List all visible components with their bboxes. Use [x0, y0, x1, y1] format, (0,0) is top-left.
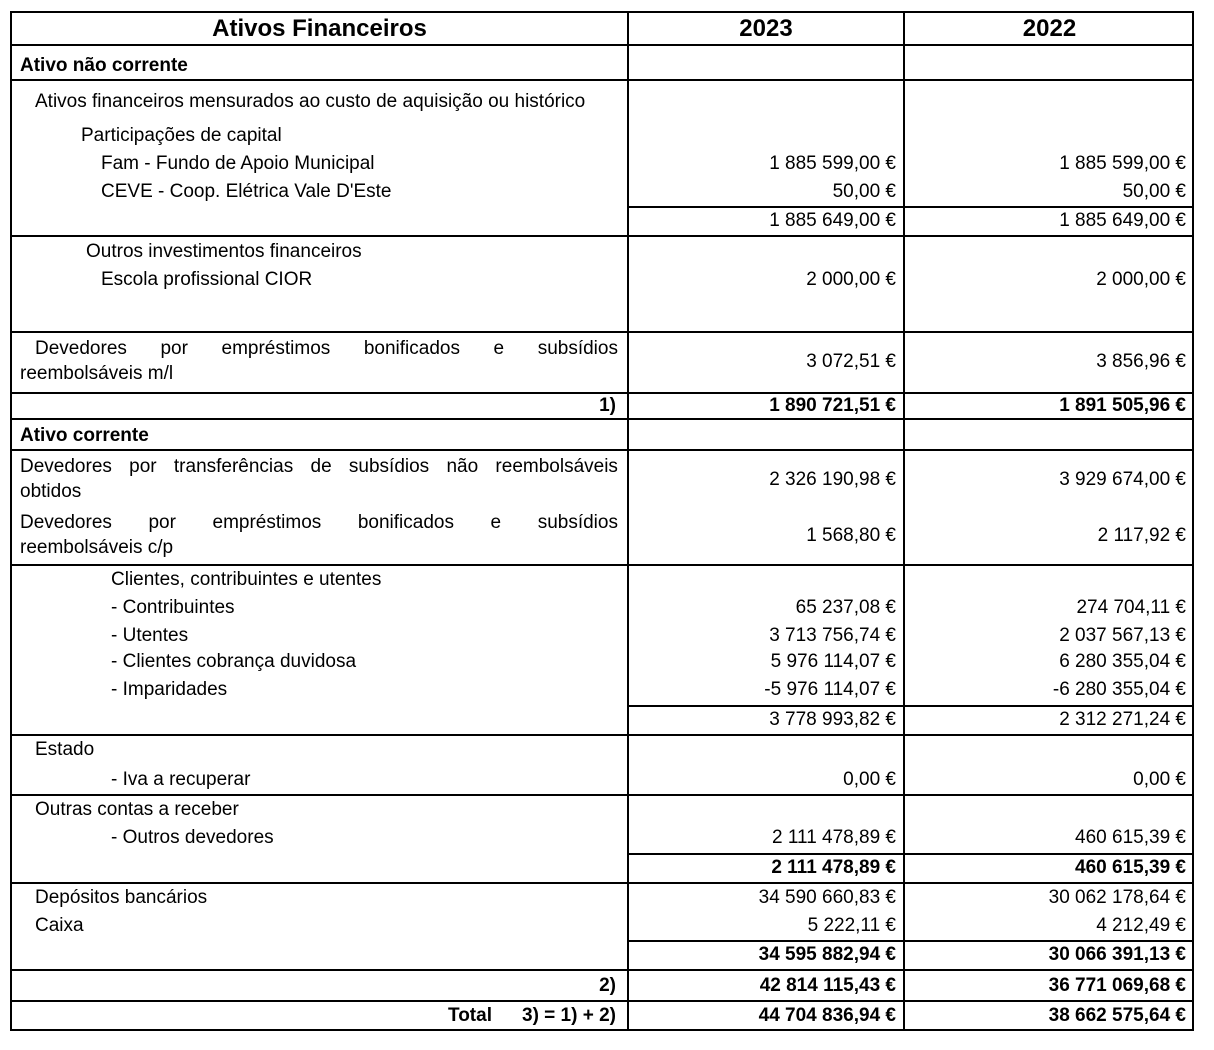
grand-total-2022: 38 662 575,64 € [1048, 1005, 1186, 1026]
value-2022: 6 280 355,04 € [1059, 651, 1186, 672]
row-divider [12, 564, 1192, 566]
section-title-non-current: Ativo não corrente [20, 55, 188, 76]
grand-total-2023: 44 704 836,94 € [758, 1005, 896, 1026]
row-divider [12, 418, 1192, 420]
table-title: Ativos Financeiros [212, 15, 427, 42]
value-2022: 460 615,39 € [1075, 827, 1186, 848]
value-2022: 0,00 € [1133, 769, 1186, 790]
financial-assets-table [10, 11, 1194, 1031]
row-label: Escola profissional CIOR [101, 269, 313, 290]
subtotal-2022: 1 885 649,00 € [1059, 210, 1186, 231]
row-label: - Clientes cobrança duvidosa [111, 651, 357, 672]
row-divider [12, 794, 1192, 796]
row-label-justified: Devedores por transferências de subsídios não reembolsáveis [20, 456, 618, 477]
column-divider-2022 [903, 13, 905, 1029]
value-2022: 1 885 599,00 € [1059, 153, 1186, 174]
row-divider [12, 449, 1192, 451]
value-2022: 3 929 674,00 € [1059, 469, 1186, 490]
value-2023: 3 072,51 € [806, 351, 896, 372]
subtotal-2023: 34 595 882,94 € [758, 944, 896, 965]
subtotal-line [627, 940, 1192, 942]
row-divider [12, 79, 1192, 81]
row-label: Fam - Fundo de Apoio Municipal [101, 153, 375, 174]
column-header-2023: 2023 [739, 15, 793, 42]
row-label: Outras contas a receber [35, 799, 239, 820]
value-2023: 1 568,80 € [806, 525, 896, 546]
value-2023: 5 976 114,07 € [770, 651, 896, 672]
value-2023: 65 237,08 € [795, 597, 896, 618]
subtotal-line [627, 206, 1192, 208]
value-2022: 2 000,00 € [1096, 269, 1186, 290]
value-2022: 30 062 178,64 € [1048, 887, 1186, 908]
row-divider [12, 235, 1192, 237]
value-2022: 2 037 567,13 € [1059, 625, 1186, 646]
row-label: reembolsáveis c/p [20, 537, 174, 558]
total-2023: 42 814 115,43 € [759, 975, 896, 996]
row-label: obtidos [20, 481, 82, 502]
column-divider-2023 [627, 13, 629, 1029]
value-2023: 2 111 478,89 € [772, 827, 896, 848]
subtotal-2023: 1 885 649,00 € [769, 210, 896, 231]
row-divider [12, 734, 1192, 736]
row-label: Caixa [35, 915, 84, 936]
value-2023: -5 976 114,07 € [764, 679, 896, 700]
row-label: - Iva a recuperar [111, 769, 251, 790]
value-2023: 0,00 € [843, 769, 896, 790]
subtotal-line [627, 705, 1192, 707]
subtotal-2022: 30 066 391,13 € [1048, 944, 1186, 965]
value-2023: 2 000,00 € [806, 269, 896, 290]
grand-total-label: Total [448, 1005, 492, 1026]
row-label: - Utentes [111, 625, 189, 646]
subtotal-2023: 2 111 478,89 € [771, 857, 896, 878]
row-label-justified: Devedores por empréstimos bonificados e subsídios [35, 338, 618, 359]
row-label: Depósitos bancários [35, 887, 208, 908]
row-label: CEVE - Coop. Elétrica Vale D'Este [101, 181, 392, 202]
value-2023: 5 222,11 € [807, 915, 896, 936]
value-2022: 50,00 € [1122, 181, 1186, 202]
value-2023: 2 326 190,98 € [769, 469, 896, 490]
subtotal-2022: 460 615,39 € [1075, 857, 1186, 878]
column-header-2022: 2022 [1022, 15, 1077, 42]
row-label: - Imparidades [111, 679, 228, 700]
row-label: Estado [35, 739, 95, 760]
row-divider [12, 44, 1192, 46]
row-label: Participações de capital [81, 125, 282, 146]
row-label: - Outros devedores [111, 827, 274, 848]
value-2023: 1 885 599,00 € [769, 153, 896, 174]
row-label: Outros investimentos financeiros [86, 241, 362, 262]
value-2022: 3 856,96 € [1096, 351, 1186, 372]
row-divider [12, 969, 1192, 971]
section-title-current: Ativo corrente [20, 425, 149, 446]
row-label: Ativos financeiros mensurados ao custo de aquisição ou histórico [35, 91, 586, 112]
subtotal-2022: 2 312 271,24 € [1059, 709, 1186, 730]
total-2022: 1 891 505,96 € [1059, 395, 1186, 416]
value-2023: 3 713 756,74 € [769, 625, 896, 646]
subtotal-line [627, 853, 1192, 855]
value-2023: 50,00 € [832, 181, 896, 202]
row-label-justified: Devedores por empréstimos bonificados e subsídios [20, 512, 618, 533]
value-2022: 4 212,49 € [1096, 915, 1186, 936]
total-label: 1) [599, 395, 616, 416]
value-2023: 34 590 660,83 € [758, 887, 896, 908]
row-divider [12, 1000, 1192, 1002]
value-2022: -6 280 355,04 € [1052, 679, 1186, 700]
total-2022: 36 771 069,68 € [1048, 975, 1186, 996]
row-label: reembolsáveis m/l [20, 363, 174, 384]
total-label: 2) [599, 975, 616, 996]
subtotal-2023: 3 778 993,82 € [769, 709, 896, 730]
row-label: Clientes, contribuintes e utentes [111, 569, 382, 590]
row-divider [12, 331, 1192, 333]
row-divider [12, 882, 1192, 884]
grand-total-formula: 3) = 1) + 2) [522, 1005, 616, 1026]
value-2022: 2 117,92 € [1097, 525, 1186, 546]
row-divider [12, 392, 1192, 394]
total-2023: 1 890 721,51 € [769, 395, 896, 416]
row-label: - Contribuintes [111, 597, 235, 618]
value-2022: 274 704,11 € [1076, 597, 1186, 618]
